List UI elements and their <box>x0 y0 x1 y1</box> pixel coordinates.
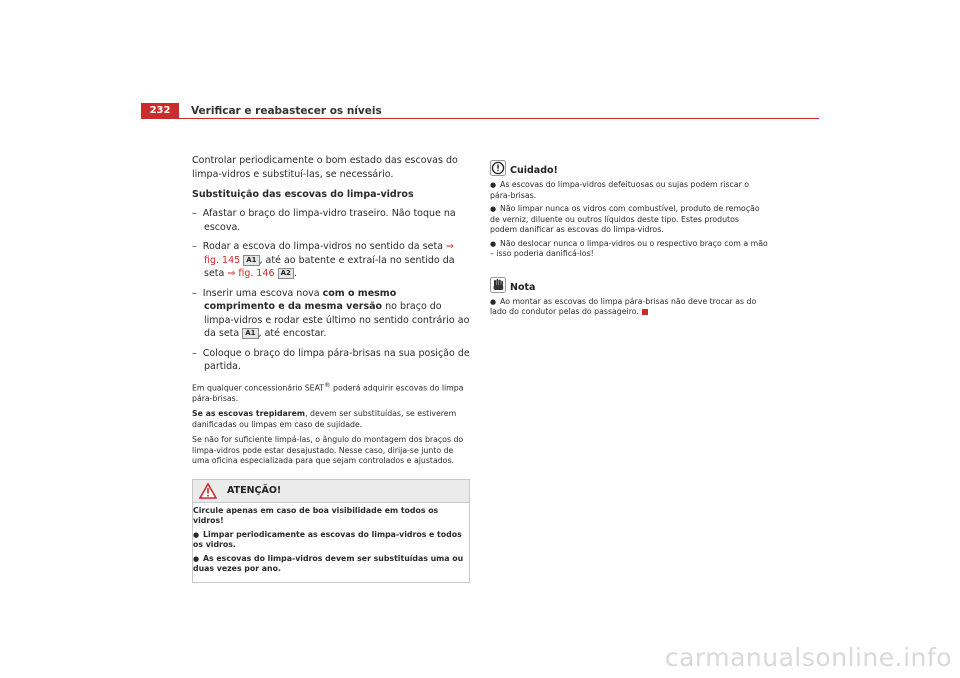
warning-line: Circule apenas em caso de boa visibilidade em todos os vidros! <box>193 505 439 526</box>
bullet-icon: ● <box>490 181 497 189</box>
left-column <box>192 154 470 583</box>
callout-a1-badge: A1 <box>243 255 259 266</box>
callout-a1-badge: A1 <box>242 328 258 339</box>
chapter-title: Verificar e reabastecer os níveis <box>191 105 382 117</box>
bullet-icon: ● <box>490 205 497 213</box>
step-3: – Inserir uma escova nova com o mesmo comprimento e da mesma versão no braço do limpa-vidros e rodar este último no sentido contrário ao da seta A1 , até encostar. <box>192 287 470 339</box>
right-column <box>490 160 768 321</box>
step-1: – Afastar o braço do limpa-vidro traseiro. Não toque na escova. <box>192 208 456 233</box>
caution-title: Cuidado! <box>510 165 558 176</box>
bullet-icon: ● <box>490 239 497 248</box>
step-4: – Coloque o braço do limpa pára-brisas na sua posição de partida. <box>192 347 470 372</box>
page-number: 232 <box>141 103 179 119</box>
exclamation-circle-icon <box>490 160 506 180</box>
spacer <box>490 263 768 277</box>
caution-bullet: ● Não limpar nunca os vidros com combustível, produto de remoção de verniz, diluente ou outros líquidos deste tipo. Estes produtos podem danificar as escovas do limpa-vidros. <box>490 204 760 234</box>
warning-title: ATENÇÃO! <box>227 484 282 496</box>
watermark: carmanualsonline.info <box>664 643 952 672</box>
end-of-section-icon <box>642 309 648 315</box>
bullet-icon: ● <box>490 297 497 306</box>
dealer-note: Em qualquer concessionário SEAT® poderá adquirir escovas do limpa pára-brisas. <box>192 380 464 403</box>
note-header <box>490 277 768 295</box>
adjustment-note: Se não for suficiente limpá-las, o ângulo do montagem dos braços do limpa-vidros pode estar desajustado. Nesse caso, dirija-se junto de uma oficina especializada para que sejam controlados e ajustados. <box>192 435 464 466</box>
step-2: – Rodar a escova do limpa-vidros no sentido da seta ⇒ fig. 145 A1 , até ao batente e extraí-la no sentido da seta ⇒ fig. 146 A2 . <box>192 241 455 279</box>
bullet-icon: ● <box>193 530 200 539</box>
warning-body <box>193 503 469 582</box>
fig-146-link[interactable]: ⇒ fig. 146 <box>227 268 275 279</box>
subheading: Substituição das escovas do limpa-vidros <box>192 189 414 200</box>
header-rule <box>141 118 819 119</box>
note-bullet: ● Ao montar as escovas do limpa pára-brisas não deve trocar as do lado do condutor pelas do passageiro. <box>490 296 757 316</box>
trepidation-note: Se as escovas trepidarem, devem ser substituídas, se estiverem danificadas ou limpas em caso de sujidade. <box>192 409 457 429</box>
caution-bullet: ● Não deslocar nunca o limpa-vidros ou o respectivo braço com a mão – isso poderia danificá-los! <box>490 238 768 258</box>
warning-bullet: ● Limpar periodicamente as escovas do limpa-vidros e todos os vidros. <box>193 529 462 550</box>
caution-header <box>490 160 768 178</box>
intro-paragraph: Controlar periodicamente o bom estado das escovas do limpa-vidros e substituí-las, se necessário. <box>192 155 458 180</box>
note-hand-icon <box>490 277 506 297</box>
warning-box <box>192 479 470 583</box>
page-header <box>141 103 819 119</box>
bullet-icon: ● <box>193 554 200 563</box>
warning-triangle-icon <box>199 483 217 503</box>
fig-145-link[interactable]: ⇒ fig. 145 <box>204 241 454 266</box>
warning-bullet: ● As escovas do limpa-vidros devem ser substituídas uma ou duas vezes por ano. <box>193 553 464 574</box>
warning-header <box>193 480 469 503</box>
note-title: Nota <box>510 281 536 293</box>
callout-a2-badge: A2 <box>278 268 294 279</box>
caution-bullet: ● As escovas do limpa-vidros defeituosas ou sujas podem riscar o pára-brisas. <box>490 180 750 200</box>
